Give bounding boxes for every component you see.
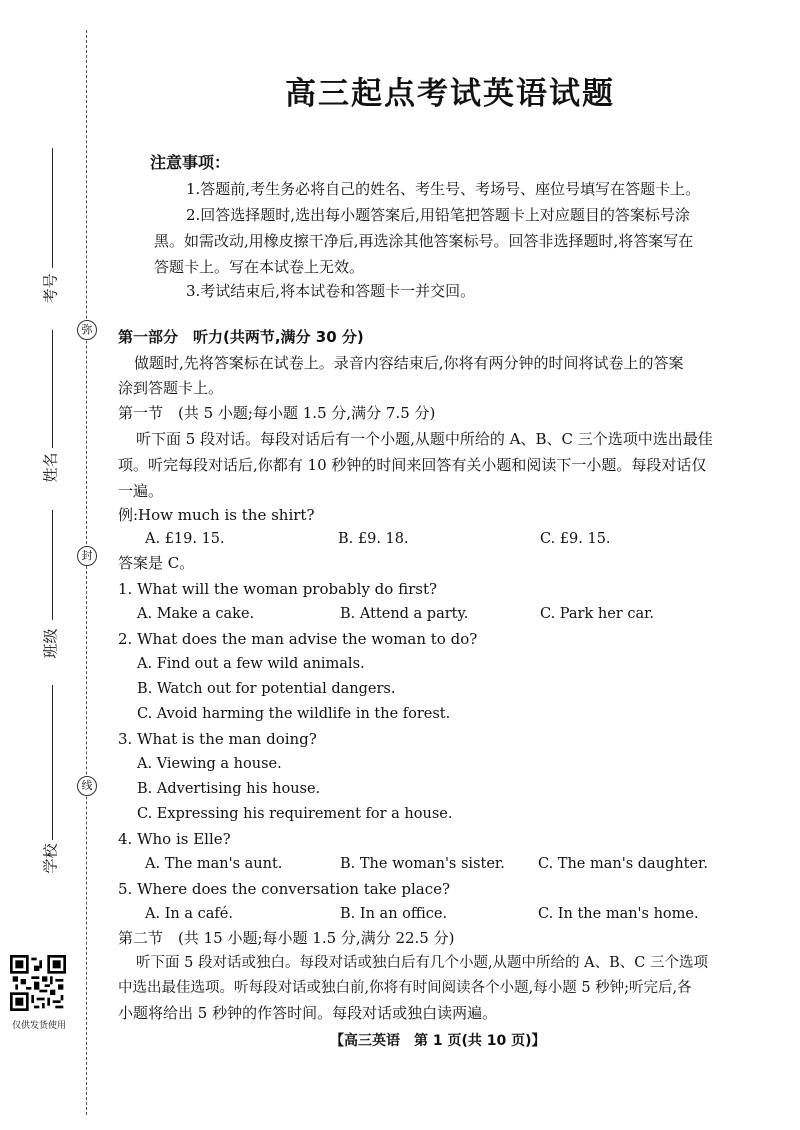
section2-intro: 中选出最佳选项。听每段对话或独白前,你将有时间阅读各个小题,每小题 5 秒钟;听完后,各 — [118, 980, 692, 996]
answer-option[interactable]: B. Attend a party. — [340, 606, 469, 622]
seal-mark: 封 — [77, 546, 97, 566]
section1-intro: 一遍。 — [118, 482, 164, 500]
section2-heading: 第二节 (共 15 小题;每小题 1.5 分,满分 22.5 分) — [118, 929, 455, 947]
answer-option[interactable]: B. Watch out for potential dangers. — [137, 681, 396, 697]
notice-line: 2.回答选择题时,选出每小题答案后,用铅笔把答题卡上对应题目的答案标号涂 — [186, 206, 690, 224]
qr-caption: 仅供发货使用 — [11, 1021, 66, 1031]
school-field[interactable]: 学校 — [30, 685, 60, 885]
notice-heading: 注意事项： — [150, 153, 231, 172]
answer-option[interactable]: C. Avoid harming the wildlife in the forest. — [137, 706, 451, 722]
name-field[interactable]: 姓名 — [30, 330, 60, 490]
example-option: A. £19. 15. — [145, 531, 225, 547]
part1-heading: 第一部分 听力(共两节,满分 30 分) — [118, 328, 364, 346]
question-3: 3. What is the man doing? — [118, 730, 317, 748]
section1-heading: 第一节 (共 5 小题;每小题 1.5 分,满分 7.5 分) — [118, 404, 436, 422]
notice-line: 1.答题前,考生务必将自己的姓名、考生号、考场号、座位号填写在答题卡上。 — [186, 180, 701, 198]
seal-mark: 弥 — [77, 320, 97, 340]
answer-option[interactable]: C. The man's daughter. — [538, 856, 709, 872]
answer-option[interactable]: C. In the man's home. — [538, 906, 699, 922]
answer-option[interactable]: B. Advertising his house. — [137, 781, 321, 797]
example-answer: 答案是 C。 — [118, 554, 195, 572]
example-option: B. £9. 18. — [338, 531, 409, 547]
qr-code-icon — [10, 955, 66, 1011]
notice-line: 黑。如需改动,用橡皮擦干净后,再选涂其他答案标号。回答非选择题时,将答案写在 — [154, 232, 694, 250]
question-2: 2. What does the man advise the woman to do? — [118, 630, 478, 648]
question-4: 4. Who is Elle? — [118, 830, 231, 848]
page-title: 高三起点考试英语试题 — [285, 76, 615, 112]
exam-number-field[interactable]: 考号 — [30, 148, 60, 318]
example-option: C. £9. 15. — [540, 531, 611, 547]
notice-line: 3.考试结束后,将本试卷和答题卡一并交回。 — [186, 282, 476, 300]
section2-intro: 小题将给出 5 秒钟的作答时间。每段对话或独白读两遍。 — [118, 1004, 498, 1022]
question-1: 1. What will the woman probably do first? — [118, 580, 438, 598]
answer-option[interactable]: C. Expressing his requirement for a house. — [137, 806, 453, 822]
answer-option[interactable]: A. The man's aunt. — [145, 856, 283, 872]
class-field[interactable]: 班级 — [30, 510, 60, 670]
binding-dashed-line — [86, 30, 87, 1115]
section2-intro: 听下面 5 段对话或独白。每段对话或独白后有几个小题,从题中所给的 A、B、C 三个选项 — [136, 955, 708, 971]
seal-mark: 线 — [77, 776, 97, 796]
answer-option[interactable]: B. The woman's sister. — [340, 856, 505, 872]
page-footer: 【高三英语 第 1 页(共 10 页)】 — [330, 1033, 546, 1049]
answer-option[interactable]: A. In a café. — [145, 906, 233, 922]
section1-intro: 听下面 5 段对话。每段对话后有一个小题,从题中所给的 A、B、C 三个选项中选出最佳 — [136, 430, 713, 448]
answer-option[interactable]: A. Find out a few wild animals. — [137, 656, 365, 672]
notice-line: 答题卡上。写在本试卷上无效。 — [154, 258, 365, 276]
section1-intro: 项。听完每段对话后,你都有 10 秒钟的时间来回答有关小题和阅读下一小题。每段对话仅 — [118, 456, 707, 474]
example-question: 例:How much is the shirt? — [118, 506, 315, 524]
part1-intro: 涂到答题卡上。 — [118, 379, 224, 397]
question-5: 5. Where does the conversation take place? — [118, 880, 451, 898]
answer-option[interactable]: C. Park her car. — [540, 606, 655, 622]
answer-option[interactable]: A. Viewing a house. — [137, 756, 282, 772]
part1-intro: 做题时,先将答案标在试卷上。录音内容结束后,你将有两分钟的时间将试卷上的答案 — [134, 354, 684, 372]
answer-option[interactable]: B. In an office. — [340, 906, 448, 922]
answer-option[interactable]: A. Make a cake. — [137, 606, 255, 622]
